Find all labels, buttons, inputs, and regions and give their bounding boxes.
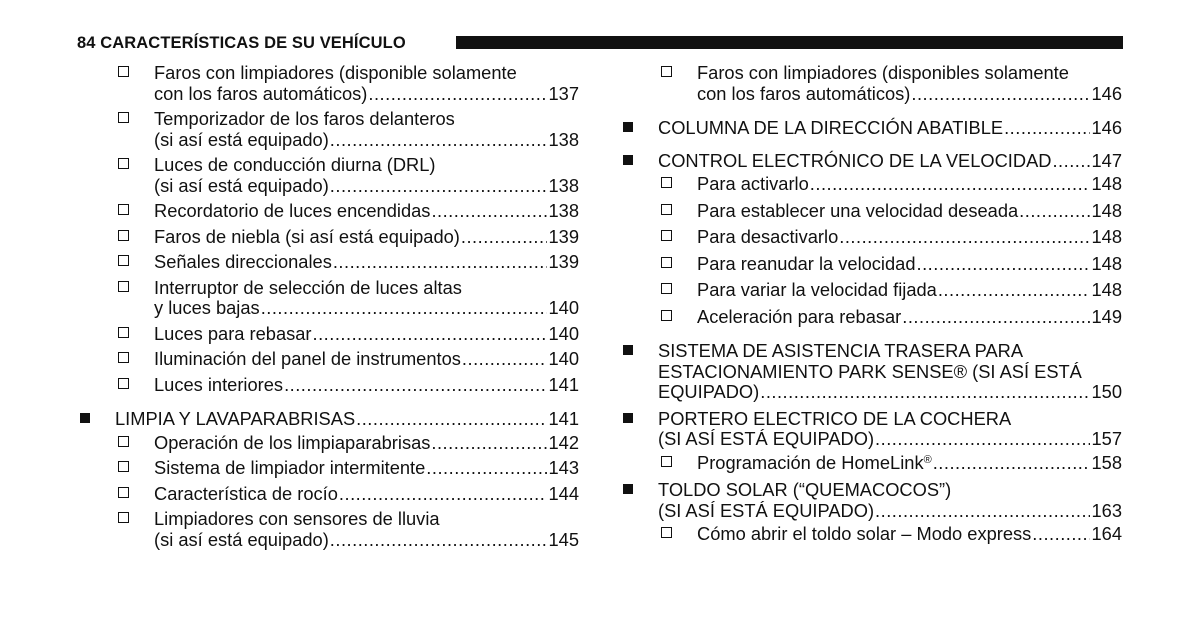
filled-square-bullet-icon <box>623 345 633 355</box>
toc-subsection-entry <box>77 252 579 273</box>
hollow-square-bullet-icon <box>118 204 129 215</box>
toc-page-number: 140 <box>548 348 579 369</box>
toc-section-entry <box>620 151 1122 172</box>
dot-leader <box>810 174 1091 195</box>
hollow-square-bullet-icon <box>118 512 129 523</box>
toc-page-number: 164 <box>1091 523 1122 544</box>
filled-square-bullet-icon <box>623 122 633 132</box>
toc-entry-title-line: Luces de conducción diurna (DRL) <box>154 154 436 175</box>
toc-entry-title-line: PORTERO ELECTRICO DE LA COCHERA <box>658 407 1012 429</box>
toc-subsection-entry <box>620 453 1122 474</box>
toc-entry-title: (si así está equipado) <box>154 528 329 550</box>
hollow-square-bullet-icon <box>118 281 129 292</box>
toc-entry-title: Señales direccionales <box>154 251 332 272</box>
toc-subsection-entry <box>620 63 1122 104</box>
toc-entry-title: Aceleración para rebasar <box>697 305 902 327</box>
toc-entry-title-line: Faros con limpiadores (disponible solamente <box>154 62 517 83</box>
filled-square-bullet-icon <box>623 413 633 423</box>
hollow-square-bullet-icon <box>118 378 129 389</box>
dot-leader <box>1052 151 1090 172</box>
toc-subsection-entry <box>77 278 579 319</box>
toc-page-number: 149 <box>1091 305 1122 327</box>
toc-subsection-entry <box>77 201 579 222</box>
toc-entry-title: Para variar la velocidad fijada <box>697 279 937 300</box>
toc-entry-title: EQUIPADO) <box>658 381 760 402</box>
toc-page-number: 146 <box>1091 82 1122 104</box>
toc-page-number: 148 <box>1091 173 1122 194</box>
dot-leader <box>760 382 1090 403</box>
dot-leader <box>1004 118 1090 139</box>
toc-subsection-entry <box>77 458 579 479</box>
dot-leader <box>1032 524 1090 545</box>
toc-page-number: 138 <box>548 200 579 221</box>
hollow-square-bullet-icon <box>118 112 129 123</box>
toc-page-number: 140 <box>548 297 579 318</box>
dot-leader <box>917 254 1091 275</box>
toc-entry-title: CONTROL ELECTRÓNICO DE LA VELOCIDAD <box>658 149 1052 171</box>
toc-page-number: 138 <box>548 128 579 150</box>
toc-entry-title: Faros de niebla (si así está equipado) <box>154 225 460 247</box>
toc-entry-title-line: Interruptor de selección de luces altas <box>154 276 462 298</box>
filled-square-bullet-icon <box>623 484 633 494</box>
toc-entry-title: (SI ASÍ ESTÁ EQUIPADO) <box>658 499 875 521</box>
hollow-square-bullet-icon <box>118 66 129 77</box>
toc-left-column <box>77 63 579 550</box>
toc-page-number: 150 <box>1091 381 1122 402</box>
toc-entry-title-line: TOLDO SOLAR (“QUEMACOCOS”) <box>658 479 952 500</box>
hollow-square-bullet-icon <box>661 230 672 241</box>
dot-leader <box>911 84 1090 105</box>
header-rule <box>456 36 1123 49</box>
dot-leader <box>938 280 1091 301</box>
toc-subsection-entry <box>77 324 579 345</box>
toc-entry-title: Recordatorio de luces encendidas <box>154 200 431 221</box>
dot-leader <box>875 429 1090 450</box>
toc-page-number: 145 <box>548 528 579 550</box>
dot-leader <box>426 458 547 479</box>
toc-page-number: 148 <box>1091 226 1122 247</box>
toc-page-number: 148 <box>1091 279 1122 300</box>
toc-page-number: 143 <box>548 457 579 478</box>
toc-subsection-entry <box>77 433 579 454</box>
toc-right-column <box>620 63 1122 545</box>
toc-entry-title-line: Limpiadores con sensores de lluvia <box>154 508 440 529</box>
toc-entry-title: Característica de rocío <box>154 482 338 504</box>
hollow-square-bullet-icon <box>661 283 672 294</box>
toc-page-number: 141 <box>548 373 579 395</box>
toc-subsection-entry <box>77 109 579 150</box>
toc-page-number: 141 <box>548 408 579 429</box>
toc-entry-title: Sistema de limpiador intermitente <box>154 457 426 478</box>
dot-leader <box>1019 201 1090 222</box>
dot-leader <box>875 501 1090 522</box>
dot-leader <box>431 433 547 454</box>
page-title: 84 CARACTERÍSTICAS DE SU VEHÍCULO <box>77 34 406 52</box>
hollow-square-bullet-icon <box>118 461 129 472</box>
toc-subsection-entry <box>77 484 579 505</box>
toc-entry-title: Luces para rebasar <box>154 322 312 344</box>
toc-page-number: 138 <box>548 174 579 196</box>
toc-page-number: 139 <box>548 225 579 247</box>
toc-subsection-entry <box>620 280 1122 301</box>
toc-entry-title-line: Faros con limpiadores (disponibles solamente <box>697 62 1069 83</box>
toc-subsection-entry <box>77 155 579 196</box>
toc-subsection-entry <box>77 509 579 550</box>
dot-leader <box>333 252 548 273</box>
dot-leader <box>461 227 548 248</box>
toc-entry-title: Para desactivarlo <box>697 226 839 247</box>
filled-square-bullet-icon <box>80 413 90 423</box>
filled-square-bullet-icon <box>623 155 633 165</box>
hollow-square-bullet-icon <box>661 177 672 188</box>
toc-section-entry <box>620 341 1122 403</box>
hollow-square-bullet-icon <box>118 230 129 241</box>
toc-subsection-entry <box>620 307 1122 328</box>
toc-page-number: 158 <box>1091 451 1122 473</box>
dot-leader <box>330 530 548 551</box>
hollow-square-bullet-icon <box>118 487 129 498</box>
toc-page-number: 147 <box>1091 149 1122 171</box>
dot-leader <box>902 307 1090 328</box>
dot-leader <box>339 484 548 505</box>
toc-entry-title: y luces bajas <box>154 297 260 318</box>
toc-entry-title: Operación de los limpiaparabrisas <box>154 431 431 453</box>
hollow-square-bullet-icon <box>661 527 672 538</box>
toc-entry-title-line: ESTACIONAMIENTO PARK SENSE® (SI ASÍ ESTÁ <box>658 360 1082 382</box>
toc-page-number: 144 <box>548 482 579 504</box>
toc-subsection-entry <box>620 254 1122 275</box>
registered-mark: ® <box>923 453 932 466</box>
dot-leader <box>330 176 548 197</box>
dot-leader <box>368 84 547 105</box>
toc-page-number: 148 <box>1091 252 1122 274</box>
toc-section-entry <box>620 118 1122 139</box>
toc-entry-title-line: SISTEMA DE ASISTENCIA TRASERA PARA <box>658 340 1024 361</box>
dot-leader <box>356 409 547 430</box>
toc-subsection-entry <box>620 174 1122 195</box>
toc-entry-title-line: Temporizador de los faros delanteros <box>154 108 455 129</box>
toc-entry-title: Programación de HomeLink® <box>697 451 932 473</box>
toc-entry-title: con los faros automáticos) <box>154 82 368 104</box>
hollow-square-bullet-icon <box>661 257 672 268</box>
dot-leader <box>839 227 1090 248</box>
toc-entry-title: (si así está equipado) <box>154 174 329 196</box>
hollow-square-bullet-icon <box>118 352 129 363</box>
dot-leader <box>284 375 547 396</box>
toc-page-number: 140 <box>548 322 579 344</box>
dot-leader <box>462 349 548 370</box>
toc-entry-title: Para reanudar la velocidad <box>697 252 916 274</box>
toc-page-number: 142 <box>548 431 579 453</box>
hollow-square-bullet-icon <box>118 436 129 447</box>
hollow-square-bullet-icon <box>661 204 672 215</box>
toc-entry-title: Luces interiores <box>154 373 284 395</box>
toc-page-number: 139 <box>548 251 579 272</box>
dot-leader <box>261 298 548 319</box>
toc-entry-title: Para activarlo <box>697 173 809 194</box>
hollow-square-bullet-icon <box>661 456 672 467</box>
toc-page-number: 163 <box>1091 499 1122 521</box>
toc-section-entry <box>620 409 1122 450</box>
dot-leader <box>330 130 548 151</box>
hollow-square-bullet-icon <box>118 255 129 266</box>
toc-entry-title: (SI ASÍ ESTÁ EQUIPADO) <box>658 428 875 449</box>
dot-leader <box>313 324 548 345</box>
toc-entry-title: (si así está equipado) <box>154 128 329 150</box>
dot-leader <box>431 201 547 222</box>
toc-subsection-entry <box>620 227 1122 248</box>
toc-entry-title: Para establecer una velocidad deseada <box>697 199 1019 221</box>
toc-section-entry <box>77 409 579 430</box>
toc-page-number: 137 <box>548 82 579 104</box>
toc-subsection-entry <box>77 349 579 370</box>
toc-entry-title: COLUMNA DE LA DIRECCIÓN ABATIBLE <box>658 117 1004 138</box>
toc-entry-title: con los faros automáticos) <box>697 82 911 104</box>
toc-subsection-entry <box>77 375 579 396</box>
dot-leader <box>933 453 1091 474</box>
toc-entry-title: Iluminación del panel de instrumentos <box>154 348 461 369</box>
toc-subsection-entry <box>77 63 579 104</box>
hollow-square-bullet-icon <box>118 327 129 338</box>
toc-subsection-entry <box>77 227 579 248</box>
toc-entry-title: Cómo abrir el toldo solar – Modo express <box>697 523 1032 544</box>
toc-page-number: 146 <box>1091 117 1122 138</box>
hollow-square-bullet-icon <box>661 310 672 321</box>
page-header <box>77 32 1123 54</box>
toc-section-entry <box>620 480 1122 521</box>
hollow-square-bullet-icon <box>118 158 129 169</box>
toc-page-number: 148 <box>1091 199 1122 221</box>
hollow-square-bullet-icon <box>661 66 672 77</box>
toc-subsection-entry <box>620 201 1122 222</box>
toc-subsection-entry <box>620 524 1122 545</box>
toc-entry-title: LIMPIA Y LAVAPARABRISAS <box>115 408 356 429</box>
toc-page-number: 157 <box>1091 428 1122 449</box>
